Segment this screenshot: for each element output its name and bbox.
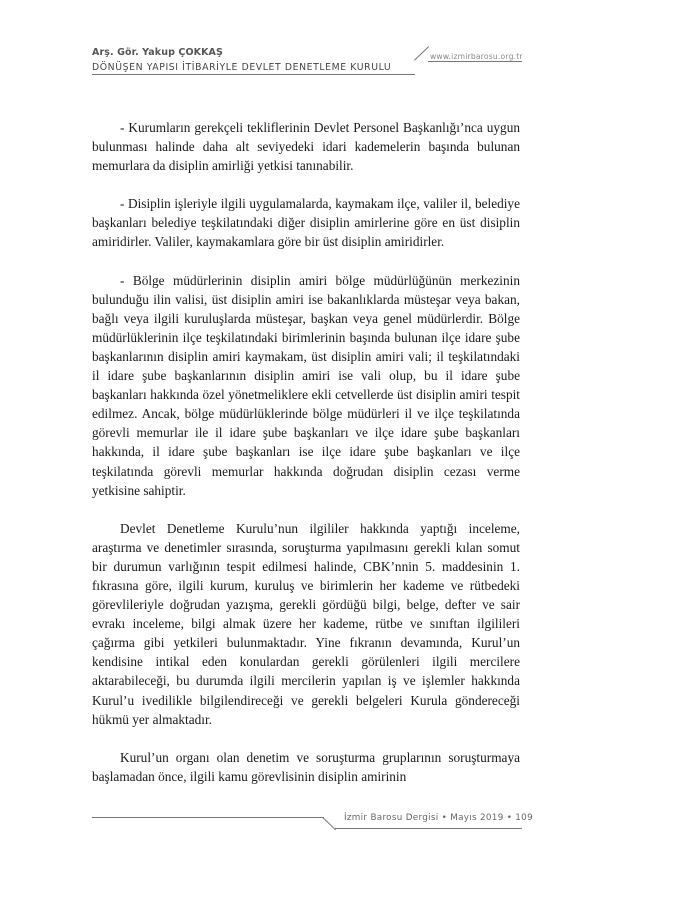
header-rule	[92, 74, 415, 75]
footer-text: İzmir Barosu Dergisi • Mayıs 2019 • 109	[344, 813, 533, 823]
footer-rule-left	[92, 817, 324, 818]
header-rule-right	[428, 61, 522, 62]
paragraph: - Bölge müdürlerinin disiplin amiri bölge müdürlüğünün merkezinin bulunduğu ilin valisi, üst disiplin amiri ise bakanlıklarda müsteşar veya bakan, bağlı veya ilgili kuruluşlarda müsteşar, başkan veya genel müdürlerdir. Bölge müdürlüklerinin ilçe teşkilatındaki birimlerinin başında bulunan ilçe idare şube başkanlarının disiplin amiri kaymakam, üst disiplin amiri vali; il teşkilatındaki il idare şube başkanlarının disiplin amiri ise vali olup, bu il idare şube başkanları hakkında özel yönetmeliklere ekli cetvellerde üst disiplin amiri tespit edilmez. Ancak, bölge müdürlüklerinde bölge müdürleri il ve ilçe teşkilatında görevli memurlar ile il idare şube başkanları ve ilçe idare şube başkanları hakkında, il idare şube başkanları ise ilçe idare şube başkanları ve ilçe teşkilatında görevli memurlar hakkında doğrudan disiplin cezası verme yetkisine sahiptir.	[92, 272, 520, 498]
body-text	[92, 118, 520, 805]
header-rule-slant	[414, 46, 429, 61]
header-title: DÖNÜŞEN YAPISI İTİBARİYLE DEVLET DENETLEME KURULU	[92, 62, 392, 73]
paragraph: - Disiplin işleriyle ilgili uygulamalarda, kaymakam ilçe, valiler il, belediye başkanları belediye teşkilatındaki diğer disiplin amirlerine göre en üst disiplin amiridirler. Valiler, kaymakamlara göre bir üst disiplin amiridirler.	[92, 196, 520, 250]
footer-rule-right	[335, 828, 522, 829]
paragraph: Devlet Denetleme Kurulu’nun ilgililer hakkında yaptığı inceleme, araştırma ve denetimler sırasında, soruşturma yapılmasını gerekli kılan somut bir durumun varlığının tespit edilmesi halinde, CBK’nnin 5. maddesinin 1. fıkrasına göre, ilgili kurum, kuruluş ve birimlerin her kademe ve rütbedeki görevlileriyle doğrudan yazışma, gerekli gördüğü bilgi, belge, defter ve sair evrakı inceleme, bilgi almak üzere her kademe, rütbe ve sınıftan ilgilileri çağırma gibi yetkileri bulunmaktadır. Yine fıkranın devamında, Kurul’un kendisine intikal eden konulardan gerekli görülenleri ilgili mercilere aktarabileceği, bu durumda ilgili mercilerin yapılan iş ve işlemler hakkında Kurul’u ivedilikle bilgilendireceği ve gerekli belgeleri Kurula göndereceği hükmü yer almaktadır.	[92, 520, 520, 727]
footer-rule-slant	[322, 817, 336, 830]
header-website: www.izmirbarosu.org.tr	[430, 52, 523, 61]
paragraph: - Kurumların gerekçeli tekliflerinin Devlet Personel Başkanlığı’nca uygun bulunması halinde daha alt seviyedeki idari kademelerin başında bulunan memurlara da disiplin amirliği yetkisi tanınabilir.	[92, 120, 520, 174]
paragraph: Kurul’un organı olan denetim ve soruşturma gruplarının soruşturmaya başlamadan önce, ilgili kamu görevlisinin disiplin amirinin	[92, 749, 520, 784]
header-author: Arş. Gör. Yakup ÇOKKAŞ	[92, 47, 223, 58]
